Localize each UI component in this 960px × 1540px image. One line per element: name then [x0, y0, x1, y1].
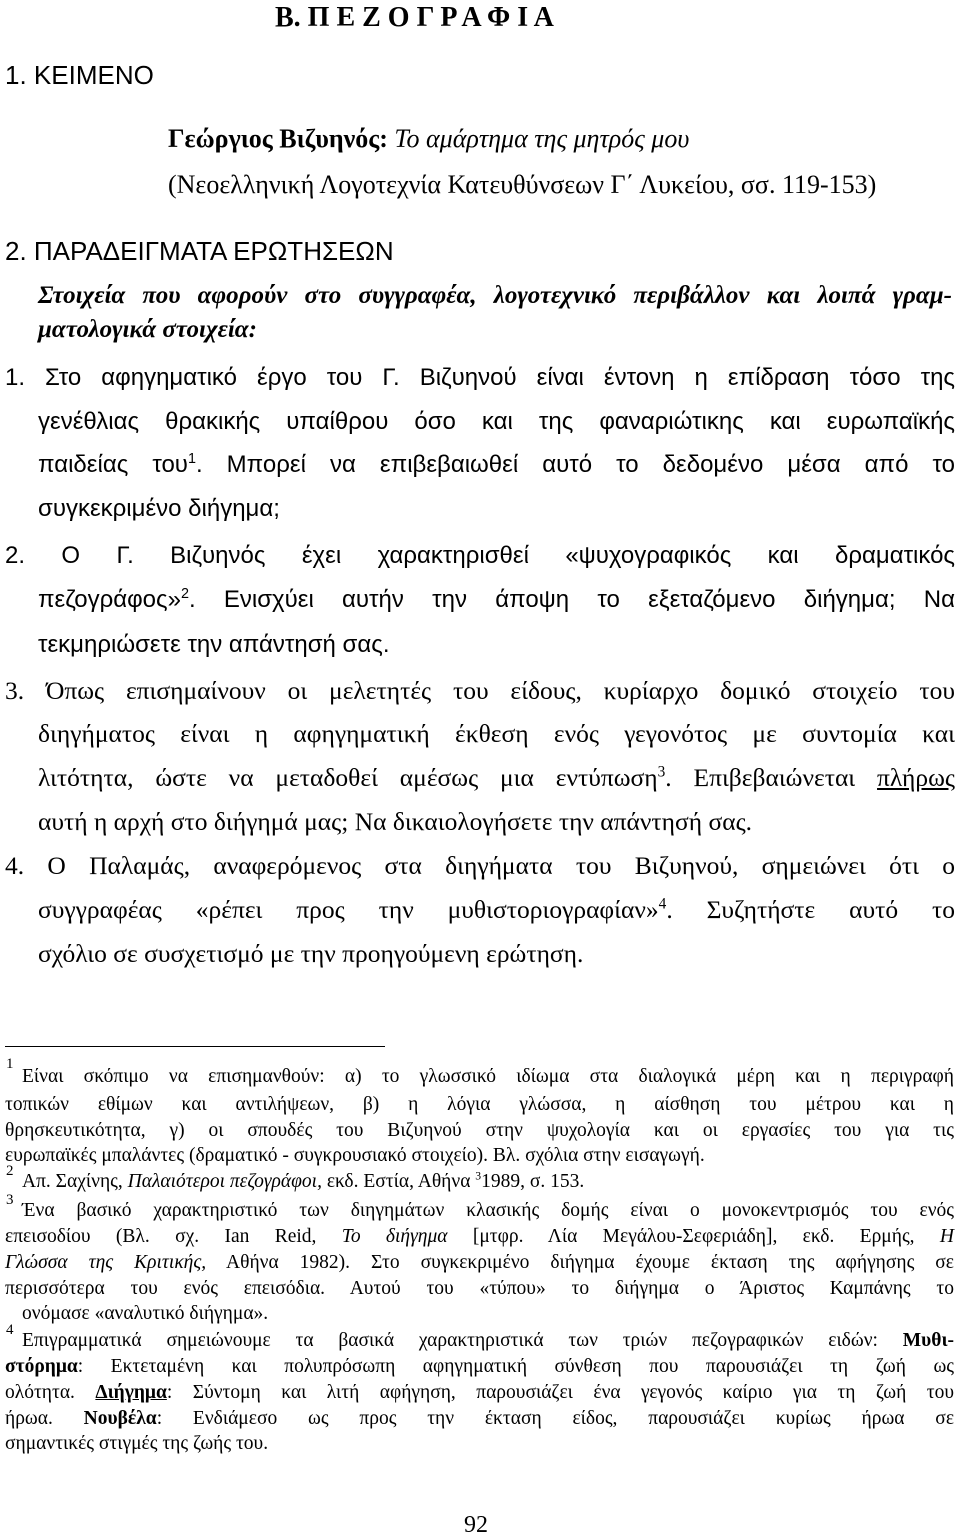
footnote-3-line: ονόμασε «αναλυτικό διήγημα». — [22, 1303, 269, 1324]
footnote-ref: 4 — [658, 895, 667, 913]
footnote-separator — [5, 1046, 385, 1047]
question-2-line: τεκμηριώσετε την απάντησή σας. — [38, 631, 390, 658]
question-2-line: 2. Ο Γ. Βιζυηνός έχει χαρακτηρισθεί «ψυχογραφικός και δραματικός — [5, 542, 955, 569]
question-3-line: λιτότητα, ώστε να μεταδοθεί αμέσως μια εντύπωση$^3$. Επιβεβαιώνεται πλήρως — [38, 763, 955, 792]
question-4-line: σχόλιο σε συσχετισμό με την προηγούμενη ερώτηση. — [38, 939, 584, 968]
section-heading-text: 1. ΚΕΙΜΕΝΟ — [5, 60, 154, 90]
footnote-number: 3 — [6, 1192, 14, 1208]
page-number: 92 — [464, 1512, 488, 1538]
footnote-2-line: Απ. Σαχίνης, Παλαιότεροι πεζογράφοι, εκδ. Εστία, Αθήνα $^3$1989, σ. 153. — [22, 1169, 585, 1192]
question-1-line: γενέθλιας θρακικής υπαίθρου όσο και της φαναριώτικης και ευρωπαϊκής — [38, 408, 955, 435]
question-3-line: διηγήματος είναι η αφηγηματική έκθεση ενός γεγονότος με συντομία και — [38, 719, 955, 748]
question-1-line: συγκεκριμένο διήγημα; — [38, 495, 280, 522]
text-reference — [168, 124, 689, 154]
question-1-line: 1. Στο αφηγηματικό έργο του Γ. Βιζυηνού είναι έντονη η επίδραση τόσο της — [5, 364, 955, 391]
subheading-line: Στοιχεία που αφορούν στο συγγραφέα, λογοτεχνικό περιβάλλον και λοιπά γραμ- — [38, 282, 952, 309]
footnote-number: 4 — [6, 1322, 14, 1338]
question-2-line: πεζογράφος»$^2$. Ενισχύει αυτήν την άποψη το εξεταζόμενο διήγημα; Να — [38, 586, 955, 613]
source-reference: (Νεοελληνική Λογοτεχνία Κατευθύνσεων Γ΄ Λυκείου, σσ. 119-153) — [168, 170, 877, 199]
subheading-line: ματολογικά στοιχεία: — [38, 316, 257, 343]
footnote-4-line: σημαντικές στιγμές της ζωής του. — [5, 1433, 269, 1454]
footnote-1-line: θρησκευτικότητα, γ) οι σπουδές του Βιζυηνού στην ψυχολογία και οι εργασίες του για τις — [5, 1120, 954, 1141]
footnote-4-line: στόρημα: Εκτεταμένη και πολυπρόσωπη αφηγηματική σύνθεση που παρουσιάζει τη ζωή ως — [5, 1356, 954, 1377]
footnote-number: 2 — [6, 1163, 14, 1179]
footnote-ref: 2 — [180, 586, 189, 602]
question-1-line: παιδείας του$^1$. Μπορεί να επιβεβαιωθεί αυτό το δεδομένο μέσα από το — [38, 451, 955, 478]
footnote-4-line: ήρωα. Νουβέλα: Ενδιάμεσο ως προς την έκταση είδος, παρουσιάζει κυρίως ήρωα σε — [5, 1408, 955, 1429]
question-4-line: 4. Ο Παλαμάς, αναφερόμενος στα διηγήματα του Βιζυηνού, σημειώνει ότι ο — [5, 851, 955, 880]
section-heading-questions: 2. ΠΑΡΑΔΕΙΓΜΑΤΑ ΕΡΩΤΗΣΕΩΝ — [5, 236, 394, 266]
underlined-word: πλήρως — [877, 763, 955, 792]
footnote-1-line: τοπικών εθίμων και αντιλήψεων, β) η λόγια γλώσσα, η αίσθηση του μέτρου και η — [5, 1094, 954, 1115]
footnote-number: 1 — [6, 1056, 14, 1072]
work-title: Το αμάρτημα της μητρός μου — [394, 124, 690, 153]
question-3-line: αυτή η αρχή στο διήγημά μας; Να δικαιολογήσετε την απάντησή σας. — [38, 807, 753, 836]
question-3-line: 3. Όπως επισημαίνουν οι μελετητές του είδους, κυρίαρχο δομικό στοιχείο του — [5, 676, 955, 705]
question-4-line: συγγραφέας «ρέπει προς την μυθιστοριογραφίαν»$^4$. Συζητήστε αυτό το — [38, 895, 955, 924]
footnote-3-line: επεισοδίου (Βλ. σχ. Ian Reid, Το διήγημα [μτφρ. Λία Μεγάλου-Σεφεριάδη], εκδ. Ερμής, Η — [5, 1226, 954, 1247]
footnote-1-line: Είναι σκόπιμο να επισημανθούν: α) το γλωσσικό ιδίωμα στα διαλογικά μέρη και η περιγραφή — [22, 1066, 954, 1087]
footnote-3-line: Γλώσσα της Κριτικής, Αθήνα 1982). Στο συγκεκριμένο διήγημα έχουμε έκταση της αφήγησης σε — [5, 1252, 954, 1273]
footnote-1-line: ευρωπαϊκές μπαλάντες (δραματικό - συγκρουσιακό στοιχείο). Βλ. σχόλια στην εισαγωγή. — [5, 1145, 705, 1166]
footnote-3-line: περισσότερα του ενός επεισόδια. Αυτού του «τύπου» το διήγημα ο Άριστος Καμπάνης το — [5, 1278, 954, 1299]
footnote-4-line: Επιγραμματικά σημειώνουμε τα βασικά χαρακτηριστικά των τριών πεζογραφικών ειδών: Μυθι- — [22, 1330, 954, 1351]
page-title: Β. Π Ε Ζ Ο Γ Ρ Α Φ Ι Α — [275, 2, 554, 33]
author-name: Γεώργιος Βιζυηνός: — [168, 124, 395, 153]
footnote-ref: 1 — [187, 451, 196, 467]
footnote-ref: 3 — [657, 763, 666, 781]
footnote-3-line: Ένα βασικό χαρακτηριστικό των διηγημάτων κλασικής δομής είναι ο μονοκεντρισμός του ενός — [22, 1200, 954, 1221]
footnote-4-line: ολότητα. Διήγημα: Σύντομη και λιτή αφήγηση, παρουσιάζει ένα γεγονός καίριο για τη ζωή του — [5, 1382, 955, 1403]
